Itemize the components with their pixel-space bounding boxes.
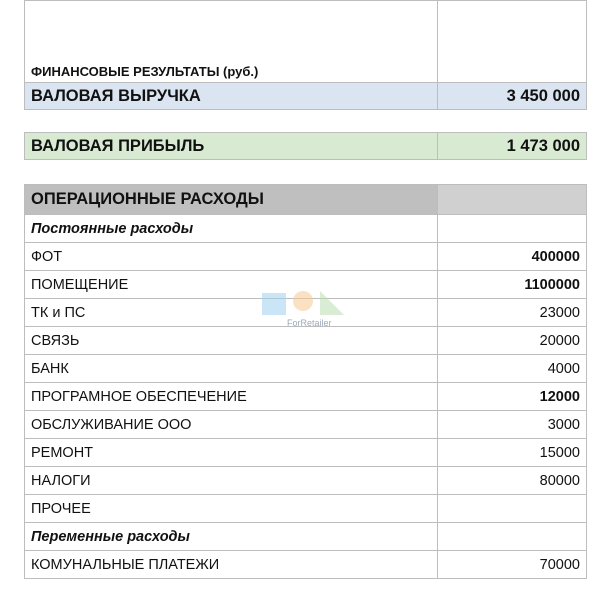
expense-value: 400000 xyxy=(437,243,586,271)
expense-value: 15000 xyxy=(437,439,586,467)
expense-label: ПРОГРАМНОЕ ОБЕСПЕЧЕНИЕ xyxy=(25,383,438,411)
expense-label: НАЛОГИ xyxy=(25,467,438,495)
expense-label: СВЯЗЬ xyxy=(25,327,438,355)
watermark-hanger-icon xyxy=(320,291,344,315)
expense-value: 20000 xyxy=(437,327,586,355)
opex-table xyxy=(24,184,587,579)
expense-value: 23000 xyxy=(437,299,586,327)
expense-value: 3000 xyxy=(437,411,586,439)
opex-title: ОПЕРАЦИОННЫЕ РАСХОДЫ xyxy=(25,185,438,215)
expense-label: БАНК xyxy=(25,355,438,383)
watermark-text: ForRetailer xyxy=(287,318,332,328)
variable-costs-header xyxy=(25,523,587,551)
expense-row xyxy=(25,355,587,383)
expense-label: ПОМЕЩЕНИЕ xyxy=(25,271,438,299)
expense-value: 1100000 xyxy=(437,271,586,299)
expense-label: ФОТ xyxy=(25,243,438,271)
top-clipped-text xyxy=(170,0,450,7)
expense-label: ПРОЧЕЕ xyxy=(25,495,438,523)
expense-row xyxy=(25,495,587,523)
header-table xyxy=(24,0,587,110)
expense-row xyxy=(25,243,587,271)
financial-results-label: ФИНАНСОВЫЕ РЕЗУЛЬТАТЫ (руб.) xyxy=(25,55,438,83)
profit-label: ВАЛОВАЯ ПРИБЫЛЬ xyxy=(25,133,438,160)
expense-row xyxy=(25,551,587,579)
expense-row xyxy=(25,383,587,411)
profit-value: 1 473 000 xyxy=(437,133,586,160)
variable-costs-label: Переменные расходы xyxy=(25,523,438,551)
profit-row xyxy=(25,133,587,160)
expense-label: ОБСЛУЖИВАНИЕ ООО xyxy=(25,411,438,439)
expense-row xyxy=(25,467,587,495)
expense-label: ТК и ПС xyxy=(25,299,438,327)
revenue-value: 3 450 000 xyxy=(437,83,586,110)
expense-row xyxy=(25,439,587,467)
opex-title-row xyxy=(25,185,587,215)
revenue-label: ВАЛОВАЯ ВЫРУЧКА xyxy=(25,83,438,110)
expense-label: КОМУНАЛЬНЫЕ ПЛАТЕЖИ xyxy=(25,551,438,579)
watermark-camera-icon xyxy=(293,291,313,311)
revenue-row xyxy=(25,83,587,110)
header-blank-row xyxy=(25,1,587,56)
expense-value: 4000 xyxy=(437,355,586,383)
profit-table xyxy=(24,132,587,160)
expense-value xyxy=(437,495,586,523)
expense-row xyxy=(25,411,587,439)
expense-value: 12000 xyxy=(437,383,586,411)
expense-label: РЕМОНТ xyxy=(25,439,438,467)
fixed-costs-header xyxy=(25,215,587,243)
fixed-costs-label: Постоянные расходы xyxy=(25,215,438,243)
header-row xyxy=(25,55,587,83)
expense-value: 70000 xyxy=(437,551,586,579)
expense-value: 80000 xyxy=(437,467,586,495)
watermark-basket-icon xyxy=(262,293,286,315)
